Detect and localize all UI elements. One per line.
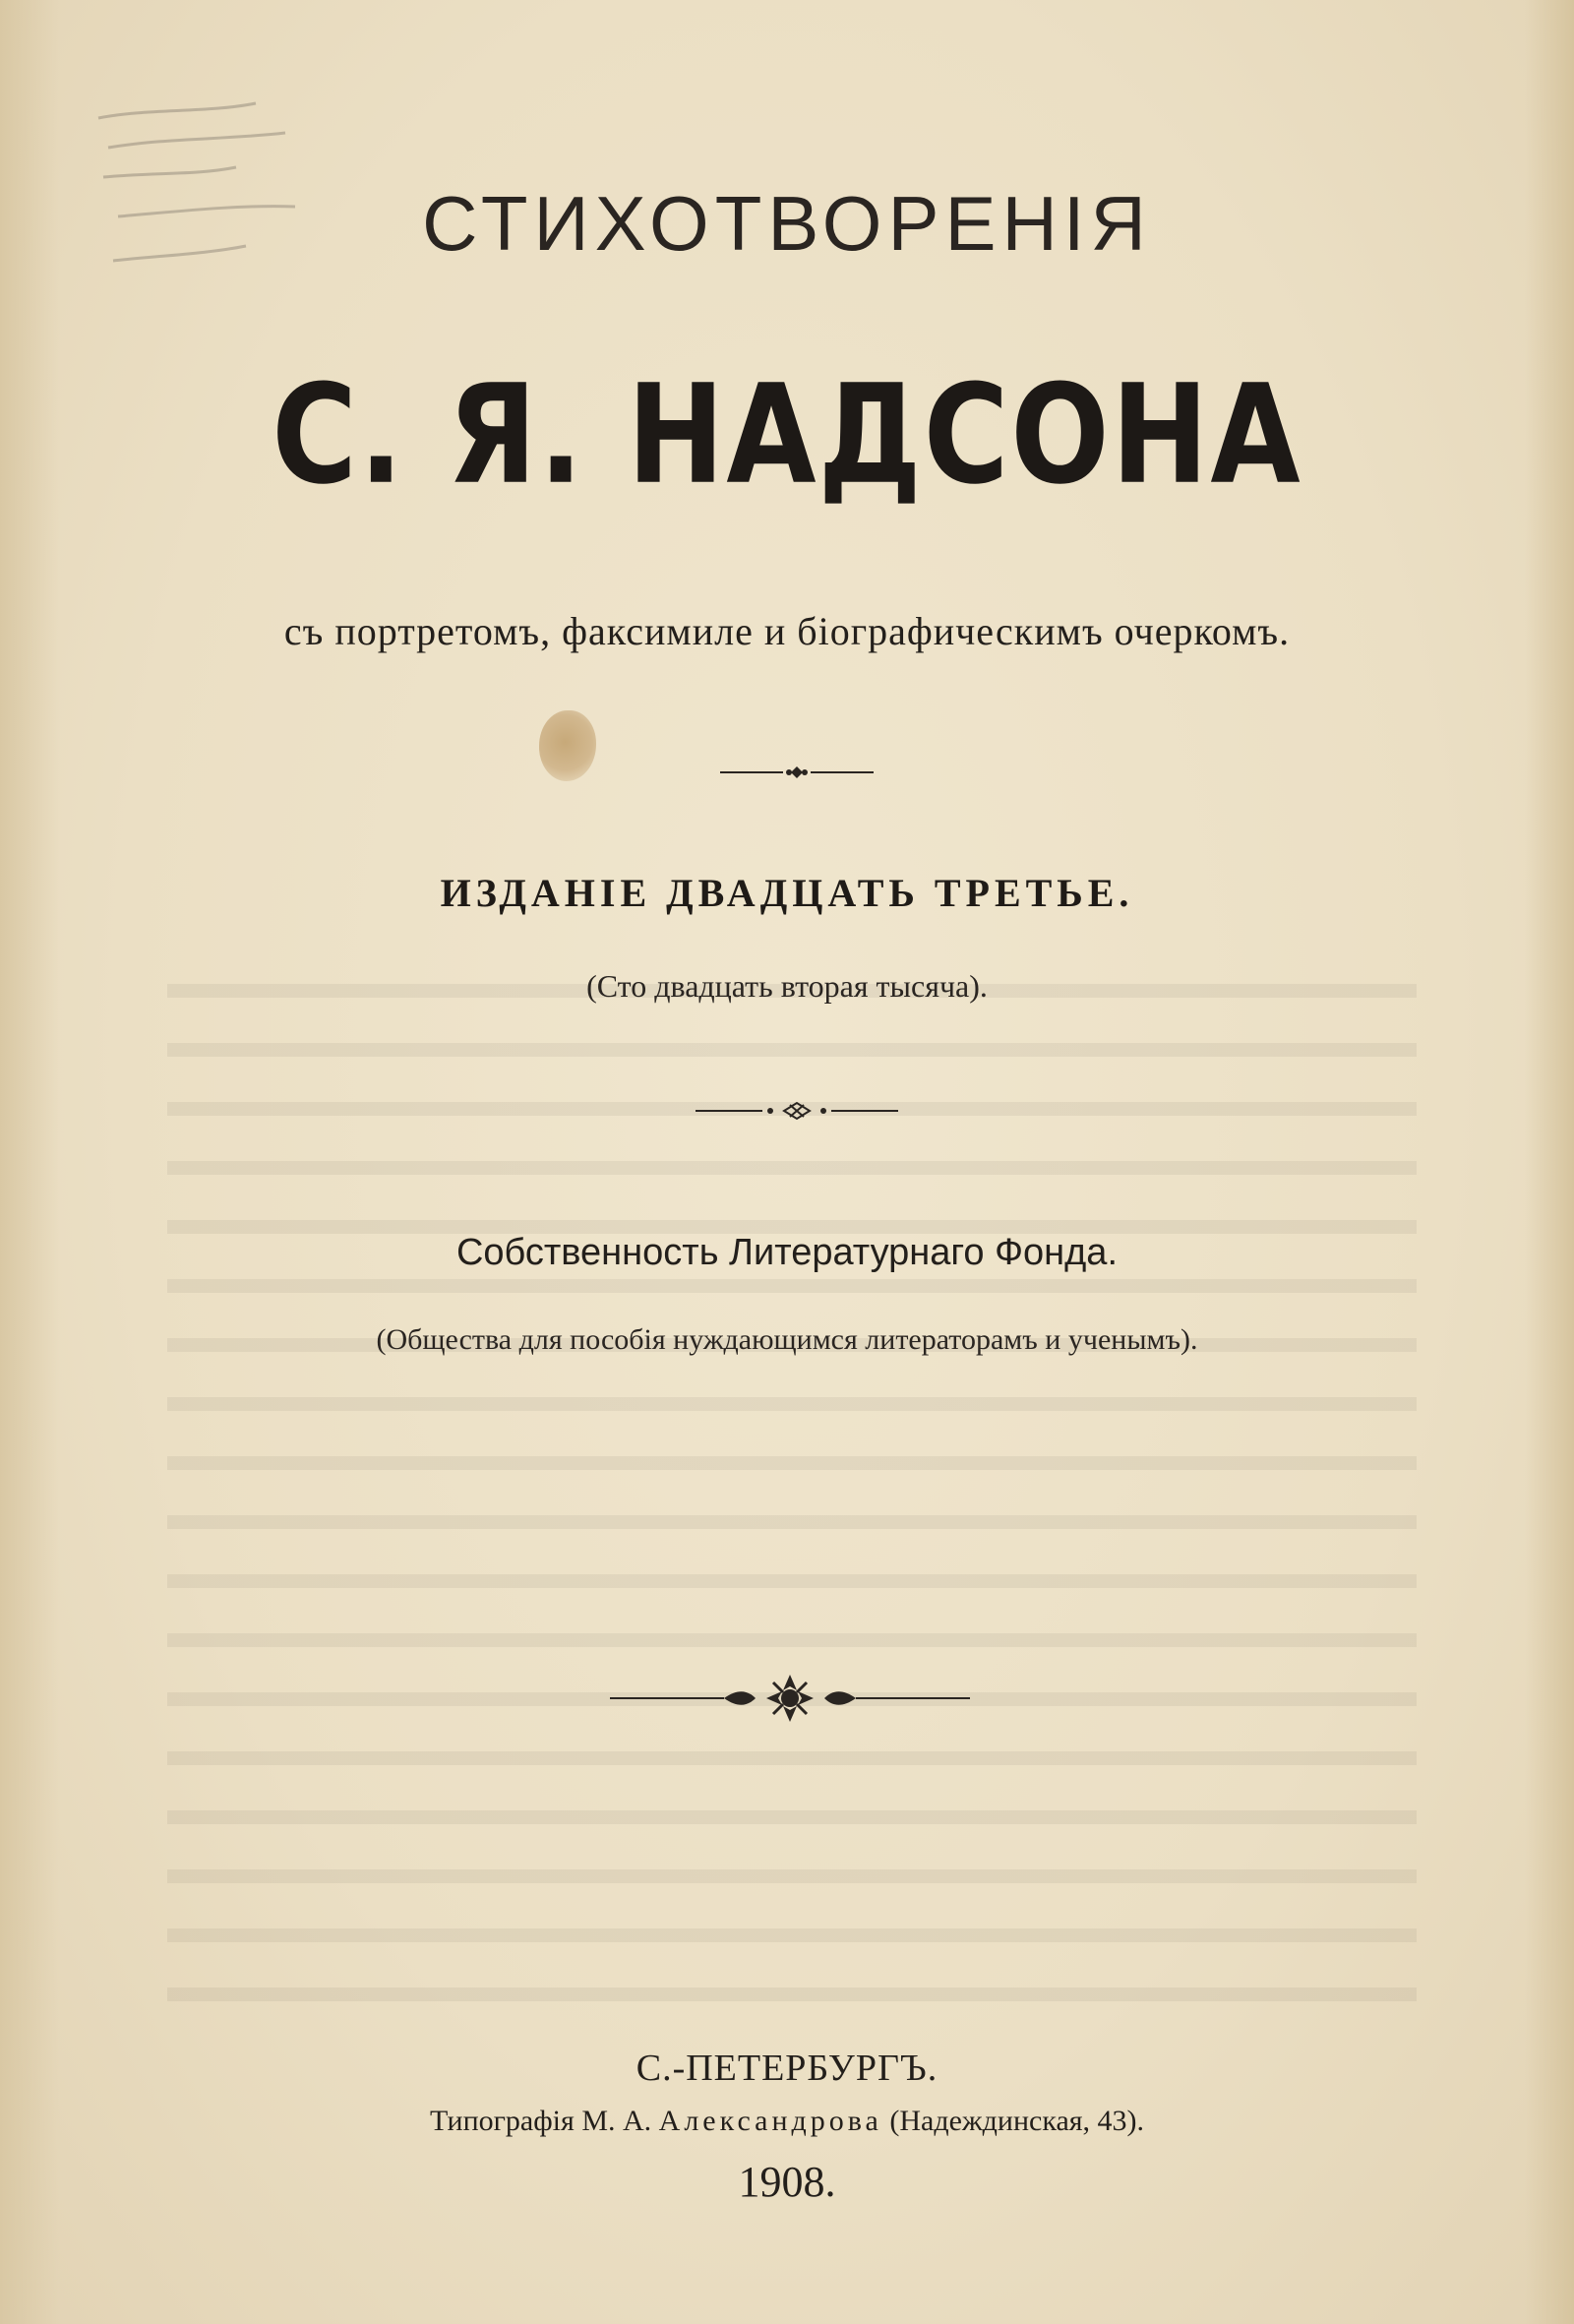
printing-note: (Сто двадцать вторая тысяча).: [586, 968, 988, 1004]
printer-name: Александрова: [658, 2105, 882, 2137]
subtitle: съ портретомъ, факсимиле и біографическимъ очеркомъ.: [283, 609, 1291, 653]
printer-line: [0, 2105, 1574, 2138]
ornament-flourish-large: [608, 1669, 972, 1728]
printer-address: (Надеждинская, 43).: [889, 2105, 1145, 2137]
page-edge-shadow-right: [1525, 0, 1574, 2324]
printer-prefix: Типографія М. А.: [429, 2105, 652, 2137]
title-line: СТИХОТВОРЕНІЯ: [422, 180, 1152, 267]
show-through-text: [167, 984, 1417, 2017]
society-line: (Общества для пособія нуждающимся литераторамъ и ученымъ).: [376, 1323, 1198, 1356]
ownership-line: Собственность Литературнаго Фонда.: [455, 1232, 1119, 1273]
edition-line: ИЗДАНІЕ ДВАДЦАТЬ ТРЕТЬЕ.: [440, 871, 1134, 915]
city-line: С.-ПЕТЕРБУРГЪ.: [636, 2048, 938, 2089]
page-edge-shadow-left: [0, 0, 59, 2324]
publication-year: 1908.: [738, 2158, 836, 2206]
author-name: С. Я. НАДСОНА: [272, 354, 1302, 515]
ornament-rule-medium: [694, 1096, 900, 1126]
paper-stain: [539, 710, 596, 781]
ornament-rule-small: [718, 758, 876, 787]
